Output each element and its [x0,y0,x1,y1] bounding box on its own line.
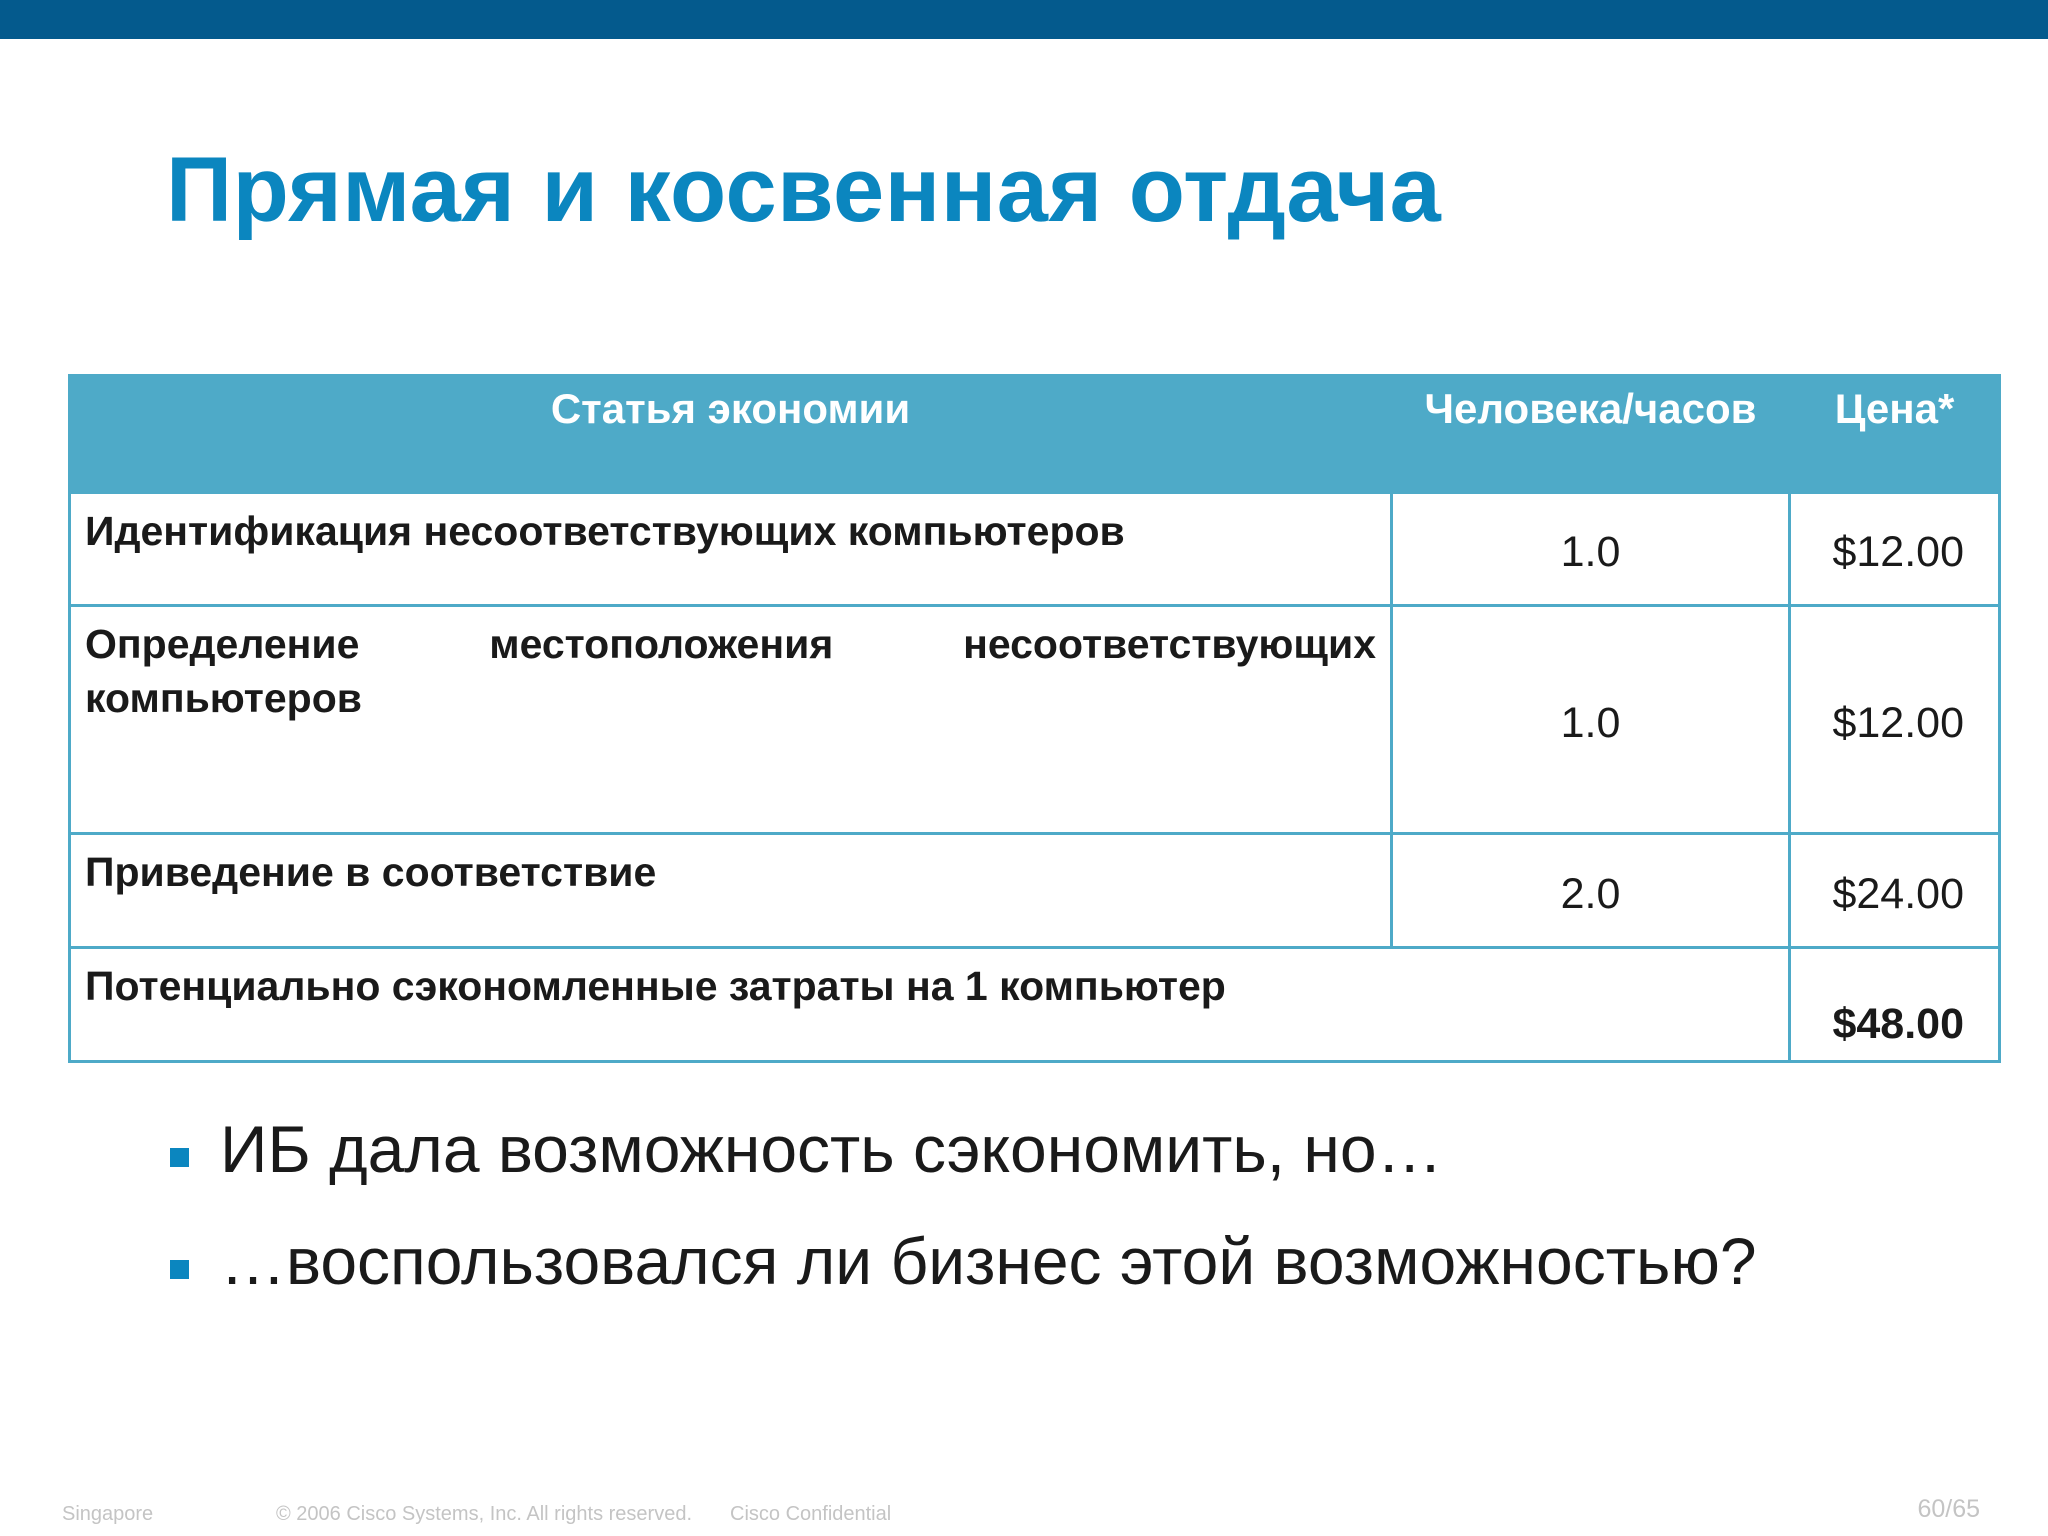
table-header-row [70,376,2000,493]
total-label: Потенциально сэкономленные затраты на 1 компьютер [70,948,1790,1062]
row-hours: 1.0 [1392,493,1790,606]
row-price: $12.00 [1790,606,2000,834]
square-bullet-icon [170,1260,189,1279]
header-price: Цена* [1790,376,2000,493]
top-banner [0,0,2048,39]
slide-title: Прямая и косвенная отдача [166,139,1442,241]
savings-table [68,374,2001,1063]
row-hours: 2.0 [1392,834,1790,948]
bullet-text: …воспользовался ли бизнес этой возможностью? [220,1224,1757,1298]
total-price: $48.00 [1790,948,2000,1062]
table-row [70,493,2000,606]
footer-copyright: © 2006 Cisco Systems, Inc. All rights reserved. [276,1503,693,1525]
row-item: Определение местоположения несоответствующих компьютеров [70,606,1392,834]
header-hours: Человека/часов [1392,376,1790,493]
table-row [70,606,2000,834]
row-item: Приведение в соответствие [70,834,1392,948]
row-price: $12.00 [1790,493,2000,606]
footer-confidential: Cisco Confidential [730,1503,892,1525]
table-total-row [70,948,2000,1062]
bullet-item [170,1110,1757,1188]
page-number: 60/65 [1917,1495,1980,1523]
footer-location: Singapore [62,1503,154,1525]
row-hours: 1.0 [1392,606,1790,834]
row-item: Идентификация несоответствующих компьютеров [70,493,1392,606]
bullet-list [170,1110,1757,1334]
table-row [70,834,2000,948]
square-bullet-icon [170,1148,189,1167]
bullet-item [170,1222,1757,1300]
bullet-text: ИБ дала возможность сэкономить, но… [220,1112,1443,1186]
row-price: $24.00 [1790,834,2000,948]
header-item: Статья экономии [70,376,1392,493]
